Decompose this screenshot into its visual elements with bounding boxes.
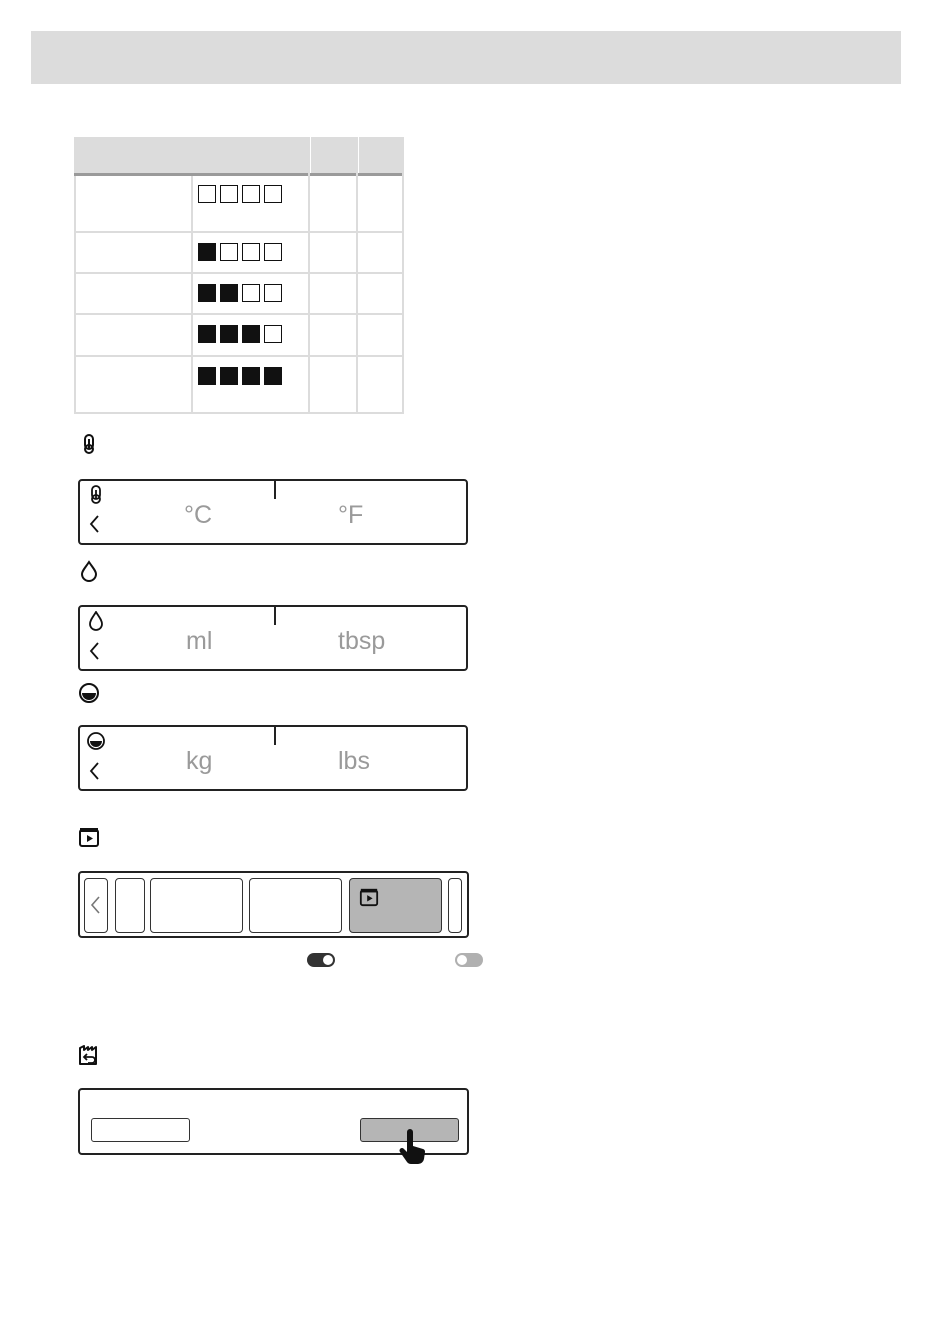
ml-option[interactable]: ml [186, 627, 213, 655]
level-square-empty [264, 284, 282, 302]
back-button[interactable] [87, 760, 103, 782]
level-square-filled [242, 325, 260, 343]
table-border [402, 137, 404, 414]
table-header-cell [74, 137, 308, 173]
table-header-cell [311, 137, 356, 173]
table-border [308, 137, 310, 414]
level-square-empty [198, 185, 216, 203]
drop-icon [87, 611, 105, 631]
level-indicator [198, 185, 282, 203]
cancel-button[interactable] [91, 1118, 190, 1142]
program-card[interactable] [115, 878, 145, 933]
level-square-filled [220, 284, 238, 302]
level-square-filled [220, 325, 238, 343]
level-square-filled [198, 284, 216, 302]
level-square-filled [242, 367, 260, 385]
level-square-empty [242, 284, 260, 302]
scale-icon [78, 682, 100, 704]
level-indicator [198, 243, 282, 261]
program-video-icon [359, 887, 379, 907]
scroll-left-button[interactable] [84, 878, 108, 933]
program-carousel [78, 871, 469, 938]
celsius-option[interactable]: °C [184, 501, 213, 529]
table-border [191, 176, 193, 414]
tbsp-option[interactable]: tbsp [338, 627, 386, 655]
level-square-empty [264, 243, 282, 261]
table-row-divider [74, 313, 404, 315]
back-button[interactable] [87, 513, 103, 535]
temperature-unit-panel [78, 479, 468, 545]
levels-table [74, 137, 404, 414]
program-video-icon [78, 826, 100, 848]
selector-tick [274, 727, 276, 745]
volume-unit-panel [78, 605, 468, 671]
table-header-underline [74, 173, 404, 176]
level-square-empty [220, 243, 238, 261]
weight-unit-panel [78, 725, 468, 791]
lbs-option[interactable]: lbs [338, 747, 370, 775]
level-indicator [198, 325, 282, 343]
level-square-empty [242, 243, 260, 261]
back-button[interactable] [87, 640, 103, 662]
table-row-divider [74, 272, 404, 274]
hand-pointer-icon [396, 1128, 430, 1166]
level-square-filled [198, 367, 216, 385]
program-card-selected[interactable] [349, 878, 442, 933]
level-square-empty [264, 325, 282, 343]
level-indicator [198, 367, 282, 385]
level-square-filled [264, 367, 282, 385]
program-card[interactable] [448, 878, 462, 933]
selector-tick [274, 607, 276, 625]
kg-option[interactable]: kg [186, 747, 213, 775]
table-row-divider [74, 355, 404, 357]
level-square-empty [242, 185, 260, 203]
factory-reset-icon [78, 1044, 100, 1066]
toggle-switch-off[interactable] [455, 953, 483, 967]
level-square-filled [220, 367, 238, 385]
level-indicator [198, 284, 282, 302]
table-header-cell [359, 137, 404, 173]
program-card[interactable] [249, 878, 342, 933]
thermometer-icon [78, 433, 100, 455]
header-bar [31, 31, 901, 84]
fahrenheit-option[interactable]: °F [338, 501, 364, 529]
table-border [356, 137, 358, 414]
table-row-divider [74, 412, 404, 414]
level-square-empty [264, 185, 282, 203]
drop-icon [78, 560, 100, 582]
toggle-switch-on[interactable] [307, 953, 335, 967]
table-row-divider [74, 231, 404, 233]
level-square-filled [198, 325, 216, 343]
selector-tick [274, 481, 276, 499]
program-card[interactable] [150, 878, 243, 933]
level-square-filled [198, 243, 216, 261]
scale-icon [87, 731, 105, 751]
thermometer-icon [87, 485, 105, 505]
table-border [74, 176, 76, 414]
level-square-empty [220, 185, 238, 203]
